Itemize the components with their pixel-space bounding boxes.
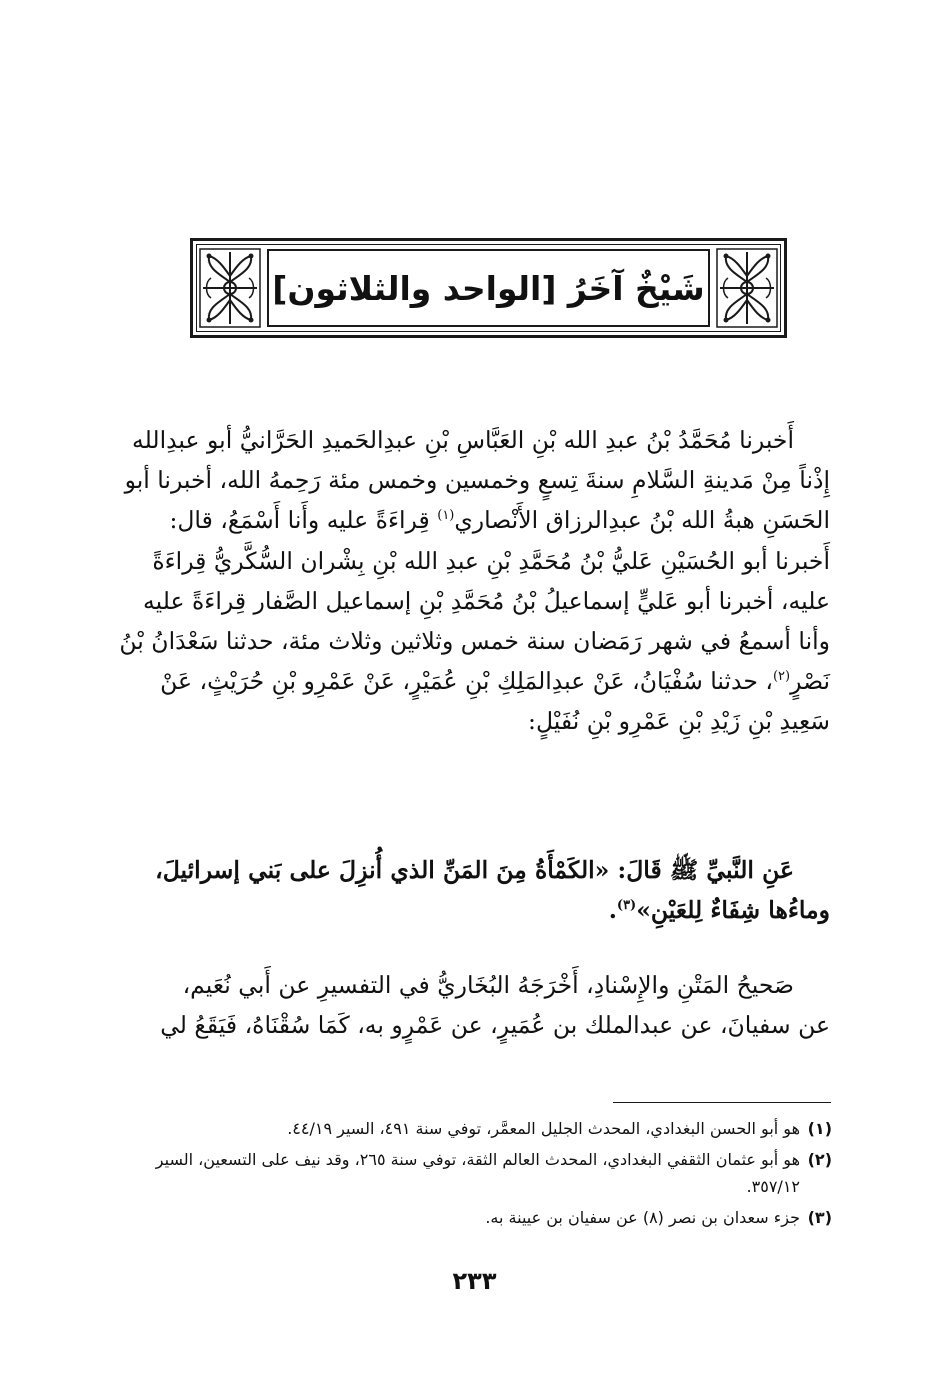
text-line: وأنا أسمعُ في شهر رَمَضان سنة خمس وثلاثين وثلاث مئة، حدثنا سَعْدَانُ بْنُ (119, 627, 830, 656)
text-line: عَنِ النَّبيِّ ﷺ قَالَ: «الكَمْأَةُ مِنَ المَنِّ الذي أُنزِلَ على بَني إسرائيلَ، (155, 856, 794, 884)
text-line: أَخبرنا مُحَمَّدُ بْنُ عبدِ الله بْنِ العَبَّاسِ بْنِ عبدِالحَميدِ الحَرَّانيُّ أبو عبدِالله (132, 426, 794, 454)
footnote-text: جزء سعدان بن نصر (٨) عن سفيان بن عيينة به. (485, 1208, 800, 1227)
footnote-ref[interactable]: (٣) (616, 898, 637, 914)
footnote-number: (٢) (807, 1150, 832, 1169)
text-segment: ، حدثنا سُفْيَانُ، عَنْ عبدِالمَلِكِ بْنِ عُمَيْرٍ، عَنْ عَمْرِو بْنِ حُرَيْثٍ، عَنْ (160, 667, 773, 696)
text-line: صَحيحُ المَتْنِ والإِسْنادِ، أَخْرَجَهُ البُخَاريُّ في التفسيرِ عن أَبي نُعَيم، (182, 971, 794, 999)
text-line: عليه، أخبرنا أبو عَليٍّ إسماعيلُ بْنُ مُحَمَّدِ بْنِ إسماعيل الصَّفار قِراءَةً عليه (143, 586, 830, 615)
footnote-item (120, 1146, 832, 1200)
footnote-text: هو أبو عثمان الثقفي البغدادي، المحدث العالم الثقة، توفي سنة ٢٦٥، وقد نيف على التسعين، السير ٣٥٧/١٢. (155, 1150, 800, 1196)
chapter-title-frame (190, 238, 787, 338)
isnad-paragraph (119, 420, 830, 840)
chapter-title: شَيْخٌ آخَرُ [الواحد والثلاثون] (272, 268, 705, 308)
grading-paragraph (132, 965, 830, 1055)
footnote-text: هو أبو الحسن البغدادي، المحدث الجليل المعمَّر، توفي سنة ٤٩١، السير ٤٤/١٩. (287, 1119, 800, 1138)
footnote-item (120, 1204, 832, 1231)
footnote-ref[interactable]: (٢) (772, 669, 791, 685)
chapter-title-box (267, 249, 710, 327)
footnote-number: (١) (807, 1119, 832, 1138)
text-segment: قِراءَةً عليه وأَنا أَسْمَعُ، قال: (169, 506, 438, 535)
text-segment: الحَسَنِ هبةُ الله بْنُ عبدِالرزاق الأَنْصاري (454, 506, 830, 535)
text-line: أَخبرنا أبو الحُسَيْنِ عَليُّ بْنُ مُحَمَّدِ بْنِ عبدِ الله بْنِ بِشْران السُّكَّريُّ قِراءَةً (152, 546, 830, 575)
text-line (132, 661, 830, 701)
floral-ornament-icon (199, 248, 261, 328)
footnotes (120, 1115, 832, 1235)
page-number: ٢٣٣ (452, 1267, 497, 1295)
text-segment: نَصْرٍ (790, 667, 830, 696)
text-line: إِذْناً مِنْ مَدينةِ السَّلامِ سنةَ تِسعٍ وخمسين وخمس مئة رَحِمهُ الله، أخبرنا أبو (124, 466, 830, 495)
footnote-item (120, 1115, 832, 1142)
text-segment: وماءُها شِفَاءٌ لِلعَيْنِ» (636, 896, 830, 925)
text-line (132, 500, 830, 540)
text-segment: . (608, 896, 617, 925)
text-line (132, 890, 830, 930)
footnote-separator (613, 1102, 831, 1103)
text-line: عن سفيانَ، عن عبدالملك بن عُمَيرٍ، عن عَمْرٍو به، كَمَا سُقْنَاهُ، فَيَقَعُ لي (160, 1011, 830, 1040)
footnote-ref[interactable]: (١) (437, 508, 455, 524)
hadith-paragraph (132, 850, 830, 940)
floral-ornament-icon (716, 248, 778, 328)
text-line: سَعِيدِ بْنِ زَيْدِ بْنِ عَمْرِو بْنِ نُفَيْلٍ: (528, 707, 830, 736)
footnote-number: (٣) (807, 1208, 832, 1227)
